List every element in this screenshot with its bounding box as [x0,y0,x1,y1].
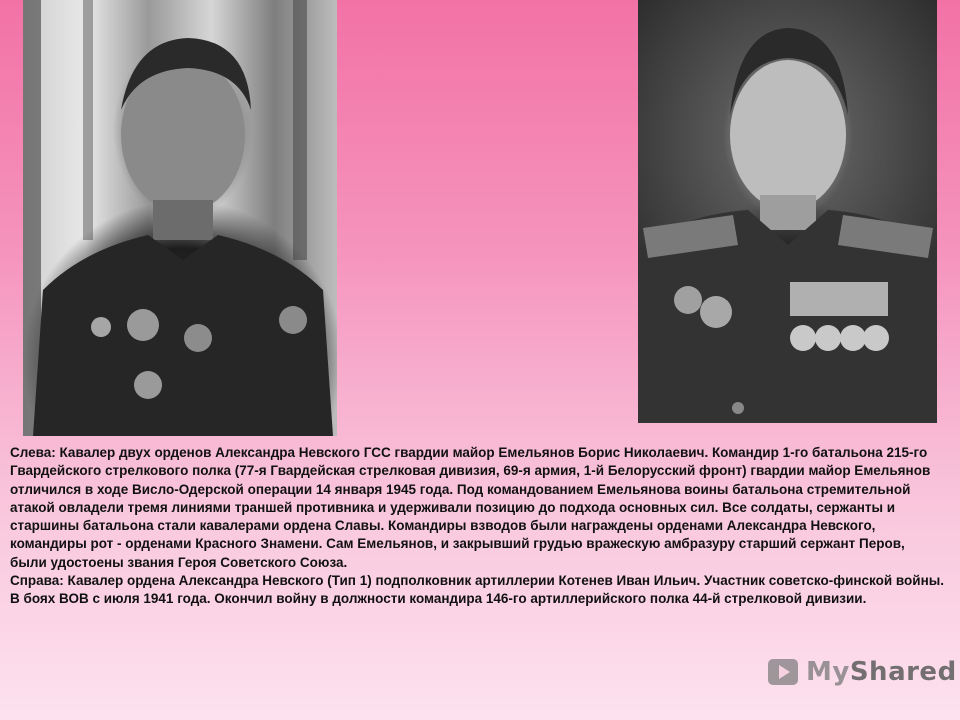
caption-right-paragraph: Справа: Кавалер ордена Александра Невского (Тип 1) подполковник артиллерии Котенев Иван Ильич. Участник советско-финской войны. В боях ВОВ с июля 1941 года. Окончил войну в должности командира 146-го артиллерийского полка 44-й стрелковой дивизии. [10,573,945,607]
portrait-photo-right [638,0,937,423]
watermark-text: MyShared [806,657,957,687]
player-logo-icon [766,655,800,689]
myshared-watermark [766,655,957,689]
caption-left-paragraph: Слева: Кавалер двух орденов Александра Невского ГСС гвардии майор Емельянов Борис Николаевич. Командир 1-го батальона 215-го Гвардейского стрелкового полка (77-я Гвардейская стрелковая дивизия, 69-я армия, 1-й Белорусский фронт) гвардии майор Емельянов отличился в ходе Висло-Одерской операции 14 января 1945 года. Под командованием Емельянова воины батальона стремительной атакой овладели тремя линиями траншей противника и удерживали позицию до подхода основных сил. Все солдаты, сержанты и старшины батальона стали кавалерами ордена Славы. Командиры взводов были награждены орденами Александра Невского, командиры рот - орденами Красного Знамени. Сам Емельянов, и закрывший грудью вражескую амбразуру старший сержант Перов, были удостоены звания Героя Советского Союза. [10,445,931,570]
portrait-photo-left [23,0,337,436]
caption [10,444,945,609]
